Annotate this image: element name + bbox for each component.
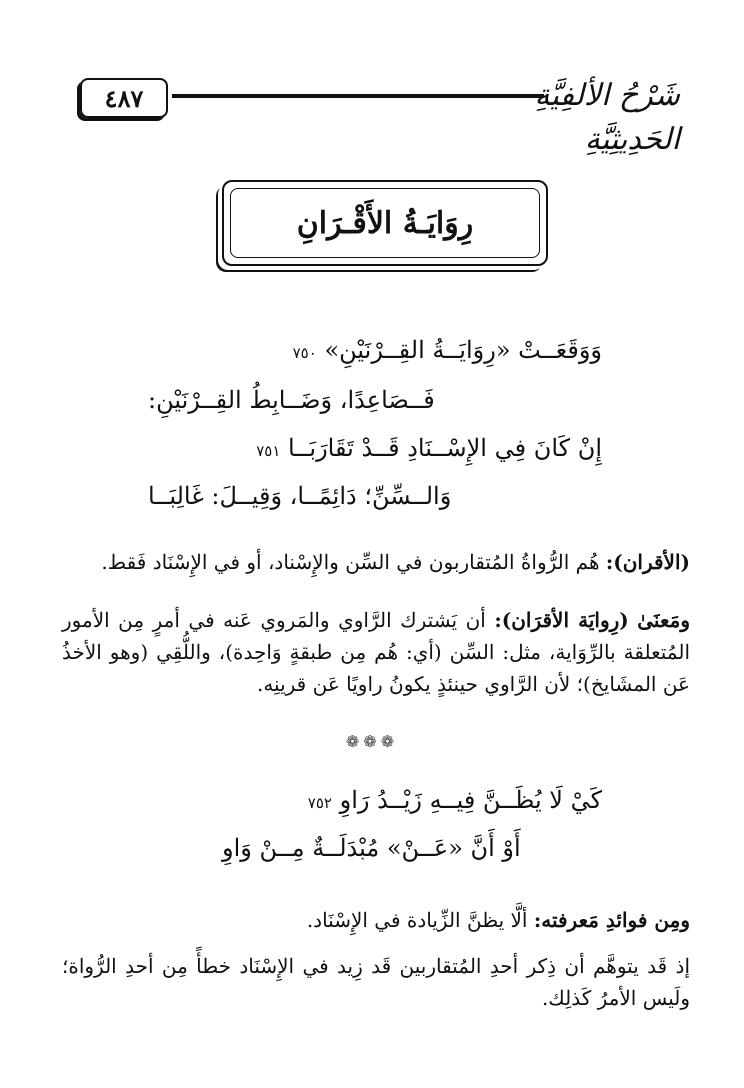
page-number: ٤٨٧ bbox=[80, 78, 168, 118]
meaning-lead: ومَعنَىٰ bbox=[637, 608, 690, 632]
verse-number: ٧٥٠ bbox=[292, 344, 317, 362]
verse-text: وَوَقَعَــتْ «رِوَايَــةُ القِــرْنَيْنِ» bbox=[324, 336, 602, 364]
definition-text: هُم الرُّواةُ المُتقاربون في السِّن والإِسْناد، أو في الإِسْنَاد فَقط. bbox=[101, 550, 606, 574]
benefit-term: ومِن فوائدِ مَعرفته: bbox=[533, 908, 690, 932]
verse-text: كَيْ لَا يُظَــنَّ فِيــهِ زَيْــدُ رَاوِ bbox=[339, 786, 602, 814]
verse-number: ٧٥٢ bbox=[307, 794, 332, 812]
benefit-text: ألَّا يظنَّ الزِّيادة في الإِسْنَاد. bbox=[306, 908, 534, 932]
book-title: شَرْحُ الألفِيَّةِ الحَدِيثِيَّةِ bbox=[534, 78, 680, 157]
verse-752-second: أَوْ أَنَّ «عَــنْ» مُبْدَلَــةٌ مِــنْ وَاوِ bbox=[222, 834, 521, 862]
definition-term: (الأقران): bbox=[605, 550, 690, 574]
verse-752-first bbox=[290, 786, 602, 814]
verse-number: ٧٥١ bbox=[256, 442, 281, 460]
verse-751-first bbox=[238, 434, 602, 462]
verse-750-second: فَــصَاعِدًا، وَضَــابِطُ القِــرْنَيْنِ: bbox=[148, 386, 435, 414]
chapter-title: رِوَايَـةُ الأَقْـرَانِ bbox=[230, 188, 540, 258]
page-header bbox=[80, 74, 680, 157]
benefit-paragraph bbox=[62, 904, 690, 936]
meaning-text: أن يَشترك الرَّاوي والمَروي عَنه في أمرٍ مِن الأمور المُتعلقة بالرِّوَاية، مثل: السِّن (أي: هُم مِن طبقةٍ وَاحِدة)، واللُّقِي (وهو الأخذُ عَن المشَايخ)؛ لأن الرَّاوي حينئذٍ يكونُ راويًا عَن قرينِه. bbox=[62, 608, 690, 696]
definition-paragraph bbox=[62, 546, 690, 578]
verse-751-second: وَالــسِّنِّ؛ دَائِمًــا، وَقِيــلَ: غَالِبَــا bbox=[148, 482, 452, 510]
verse-text: إِنْ كَانَ فِي الإِسْــنَادِ قَــدْ تَقَارَبَــا bbox=[288, 434, 602, 462]
section-separator: ❁❁❁ bbox=[345, 732, 399, 751]
explanation-paragraph: إذ قَد يتوهَّم أن ذِكر أحدِ المُتقاربين قَد زِيد في الإِسْنَاد خطأً مِن أحدِ الرُّواة؛ ولَيس الأمرُ كَذلِك. bbox=[62, 954, 690, 1010]
verse-750-first bbox=[275, 336, 602, 364]
meaning-paragraph bbox=[62, 604, 690, 700]
chapter-title-frame bbox=[222, 180, 548, 266]
meaning-term: (رِوايَة الأقرَان): bbox=[494, 608, 629, 632]
